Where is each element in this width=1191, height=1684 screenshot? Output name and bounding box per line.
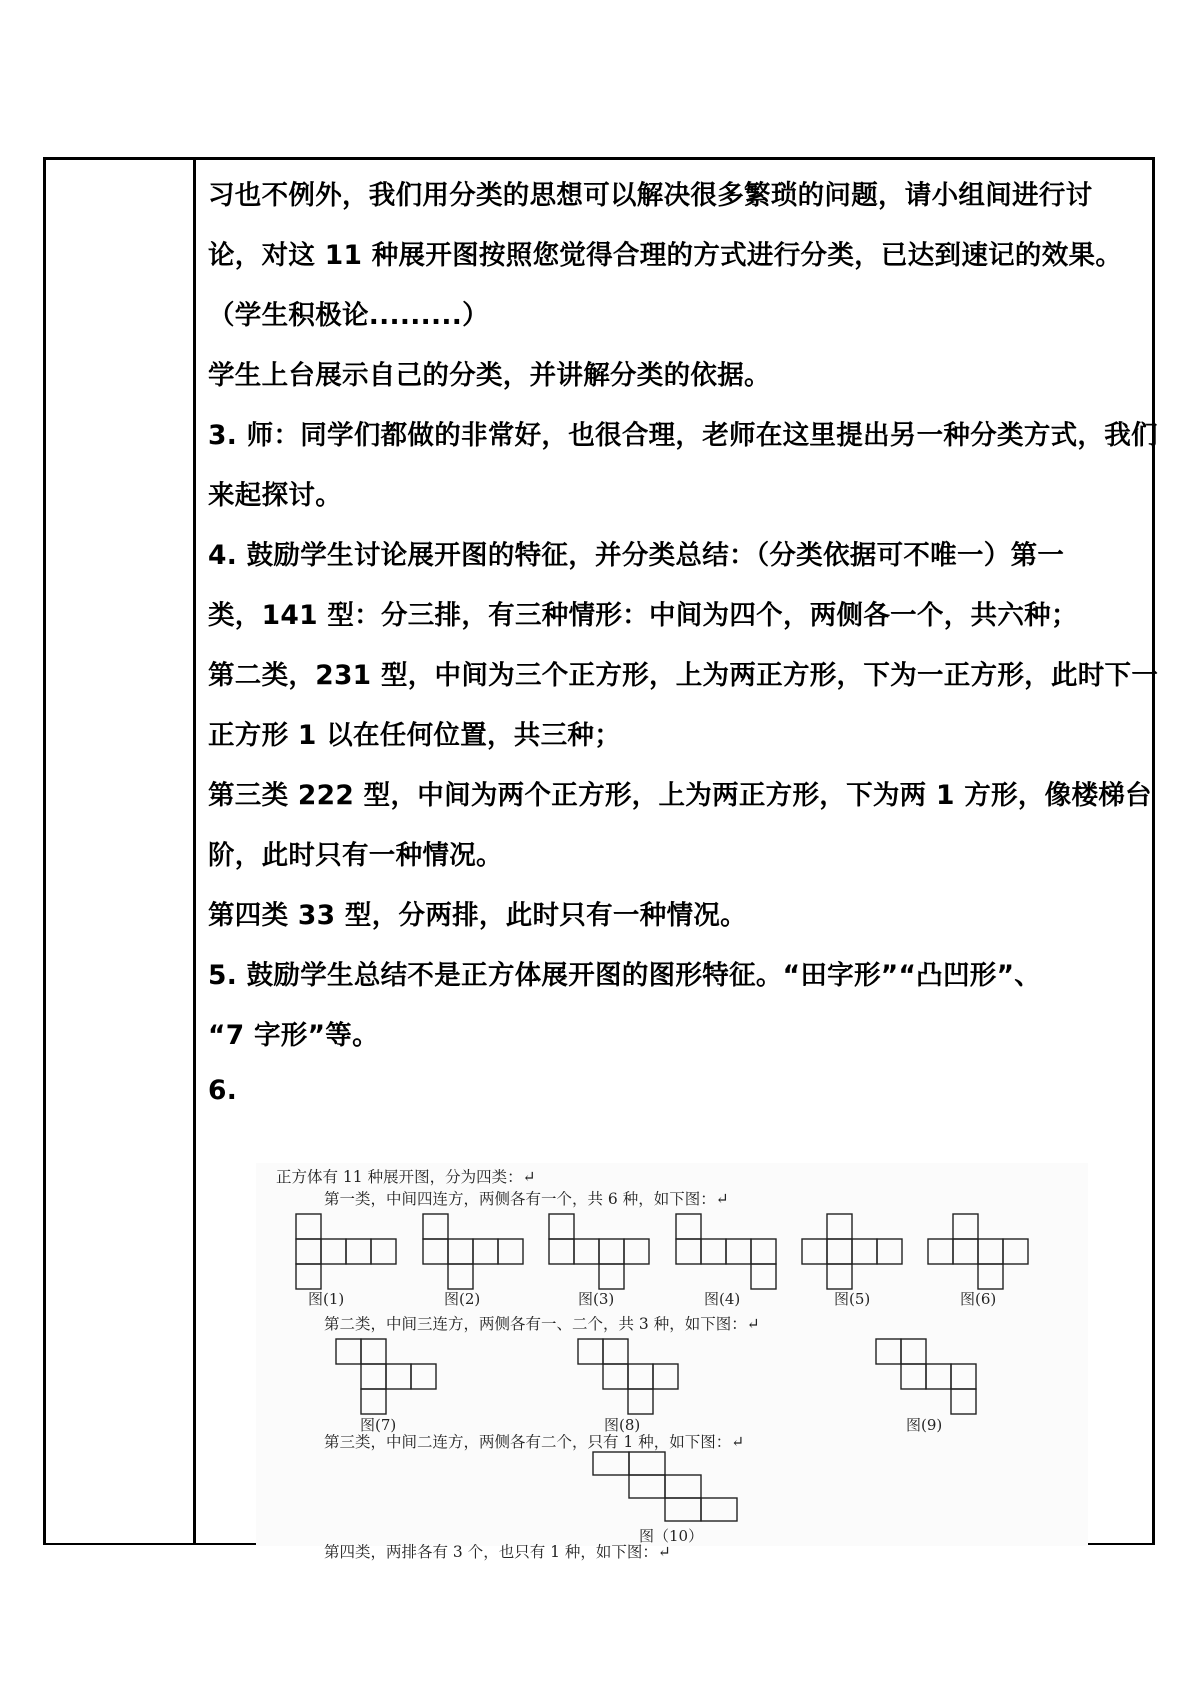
text-line-6: 来起探讨。 (208, 480, 342, 511)
figure-class2: 第二类，中间三连方，两侧各有一、二个，共 3 种，如下图：↵ (324, 1315, 760, 1333)
lesson-table (43, 157, 1159, 1561)
cube-nets-figure (256, 1163, 1088, 1561)
caption-1: 图(1) (308, 1290, 345, 1308)
text-line-11: 第三类 222 型，中间为两个正方形，上为两正方形，下为两 1 方形，像楼梯台 (208, 780, 1152, 811)
text-line-1: 习也不例外，我们用分类的思想可以解决很多繁琐的问题，请小组间进行讨 (208, 180, 1093, 211)
caption-9: 图(9) (906, 1416, 943, 1434)
text-line-14: 5. 鼓励学生总结不是正方体展开图的图形特征。“田字形”“凸凹形”、 (208, 960, 1042, 991)
caption-5: 图(5) (834, 1290, 871, 1308)
text-line-12: 阶，此时只有一种情况。 (208, 840, 503, 871)
caption-8: 图(8) (604, 1416, 641, 1434)
caption-6: 图(6) (960, 1290, 997, 1308)
caption-3: 图(3) (578, 1290, 615, 1308)
caption-7: 图(7) (360, 1416, 397, 1434)
text-line-9: 第二类，231 型，中间为三个正方形，上为两正方形，下为一正方形，此时下一 (208, 660, 1159, 691)
text-line-16: 6. (208, 1075, 238, 1106)
text-line-10: 正方形 1 以在任何位置，共三种； (208, 720, 621, 751)
column-divider (193, 160, 196, 1543)
text-line-7: 4. 鼓励学生讨论展开图的特征，并分类总结：（分类依据可不唯一）第一 (208, 540, 1065, 571)
caption-10: 图（10） (639, 1527, 704, 1545)
text-line-4: 学生上台展示自己的分类，并讲解分类的依据。 (208, 360, 771, 391)
caption-4: 图(4) (704, 1290, 741, 1308)
figure-class1: 第一类，中间四连方，两侧各有一个，共 6 种，如下图：↵ (324, 1190, 729, 1208)
figure-class4: 第四类，两排各有 3 个，也只有 1 种，如下图：↵ (324, 1543, 671, 1561)
text-line-5: 3. 师：同学们都做的非常好，也很合理，老师在这里提出另一种分类方式，我们 (208, 420, 1158, 451)
figure-intro: 正方体有 11 种展开图，分为四类：↵ (276, 1168, 536, 1186)
caption-2: 图(2) (444, 1290, 481, 1308)
text-line-8: 类，141 型：分三排，有三种情形：中间为四个，两侧各一个，共六种； (208, 600, 1078, 631)
text-line-2: 论，对这 11 种展开图按照您觉得合理的方式进行分类，已达到速记的效果。 (208, 240, 1123, 271)
text-line-3: （学生积极论.........） (208, 300, 489, 331)
text-line-13: 第四类 33 型，分两排，此时只有一种情况。 (208, 900, 747, 931)
text-line-15: “7 字形”等。 (208, 1020, 379, 1051)
figure-class3: 第三类，中间二连方，两侧各有二个，只有 1 种，如下图：↵ (324, 1433, 745, 1451)
